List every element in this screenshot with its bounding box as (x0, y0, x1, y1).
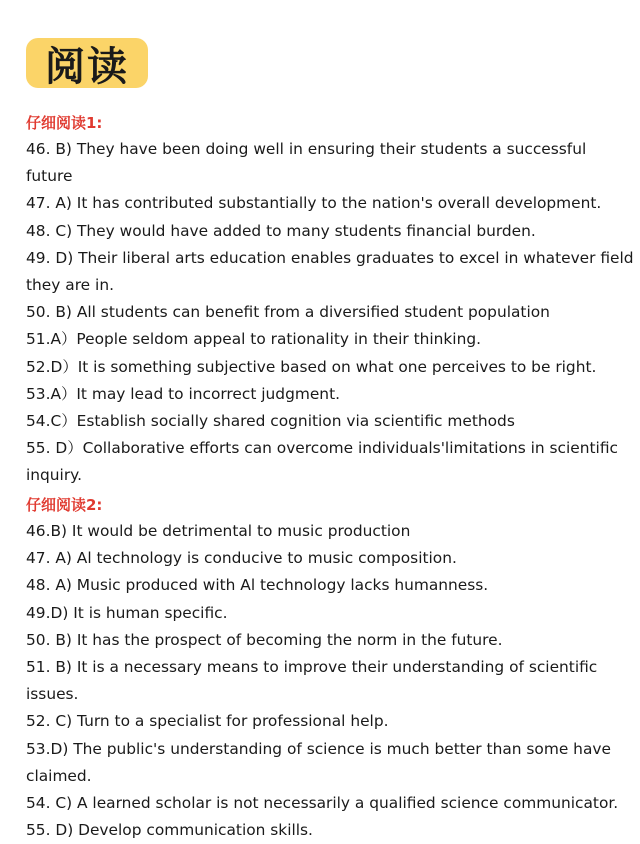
section-heading: 仔细阅读2: (26, 496, 103, 514)
answer-item: 49.D) It is human specific. (26, 603, 228, 622)
answer-list (26, 518, 634, 844)
section-heading: 仔细阅读1: (26, 114, 103, 132)
answer-item: 53.A）It may lead to incorrect judgment. (26, 384, 340, 403)
answer-item: 51.A）People seldom appeal to rationality in their thinking. (26, 330, 481, 349)
answer-item: 54.C）Establish socially shared cognition via scientific methods (26, 412, 515, 431)
answer-item: 49. D) Their liberal arts education enables graduates to excel in whatever field they are in. (26, 248, 634, 295)
answer-item: 51. B) It is a necessary means to improve their understanding of scientific issues. (26, 658, 598, 704)
section-reading-1 (26, 110, 634, 490)
answer-item: 47. A) It has contributed substantially to the nation's overall development. (26, 194, 602, 213)
page-title: 阅读 (26, 38, 148, 88)
answer-item: 52.D）It is something subjective based on what one perceives to be right. (26, 357, 597, 376)
answer-list (26, 136, 634, 490)
answer-item: 46.B) It would be detrimental to music production (26, 522, 411, 540)
answer-item: 50. B) All students can benefit from a diversified student population (26, 303, 550, 322)
answer-item: 53.D) The public's understanding of science is much better than some have claimed. (26, 739, 611, 785)
section-reading-2 (26, 492, 634, 844)
answer-item: 54. C) A learned scholar is not necessarily a qualified science communicator. (26, 794, 619, 813)
answer-item: 50. B) It has the prospect of becoming the norm in the future. (26, 630, 503, 649)
answer-item: 48. A) Music produced with Al technology lacks humanness. (26, 576, 489, 595)
answer-item: 55. D）Collaborative efforts can overcome individuals'limitations in scientific inquiry. (26, 439, 618, 485)
answer-item: 52. C) Turn to a specialist for professional help. (26, 712, 389, 731)
answer-item: 55. D) Develop communication skills. (26, 821, 313, 840)
answer-item: 46. B) They have been doing well in ensuring their students a successful future (26, 140, 587, 186)
answer-item: 47. A) Al technology is conducive to music composition. (26, 549, 457, 568)
answer-item: 48. C) They would have added to many students financial burden. (26, 221, 536, 240)
